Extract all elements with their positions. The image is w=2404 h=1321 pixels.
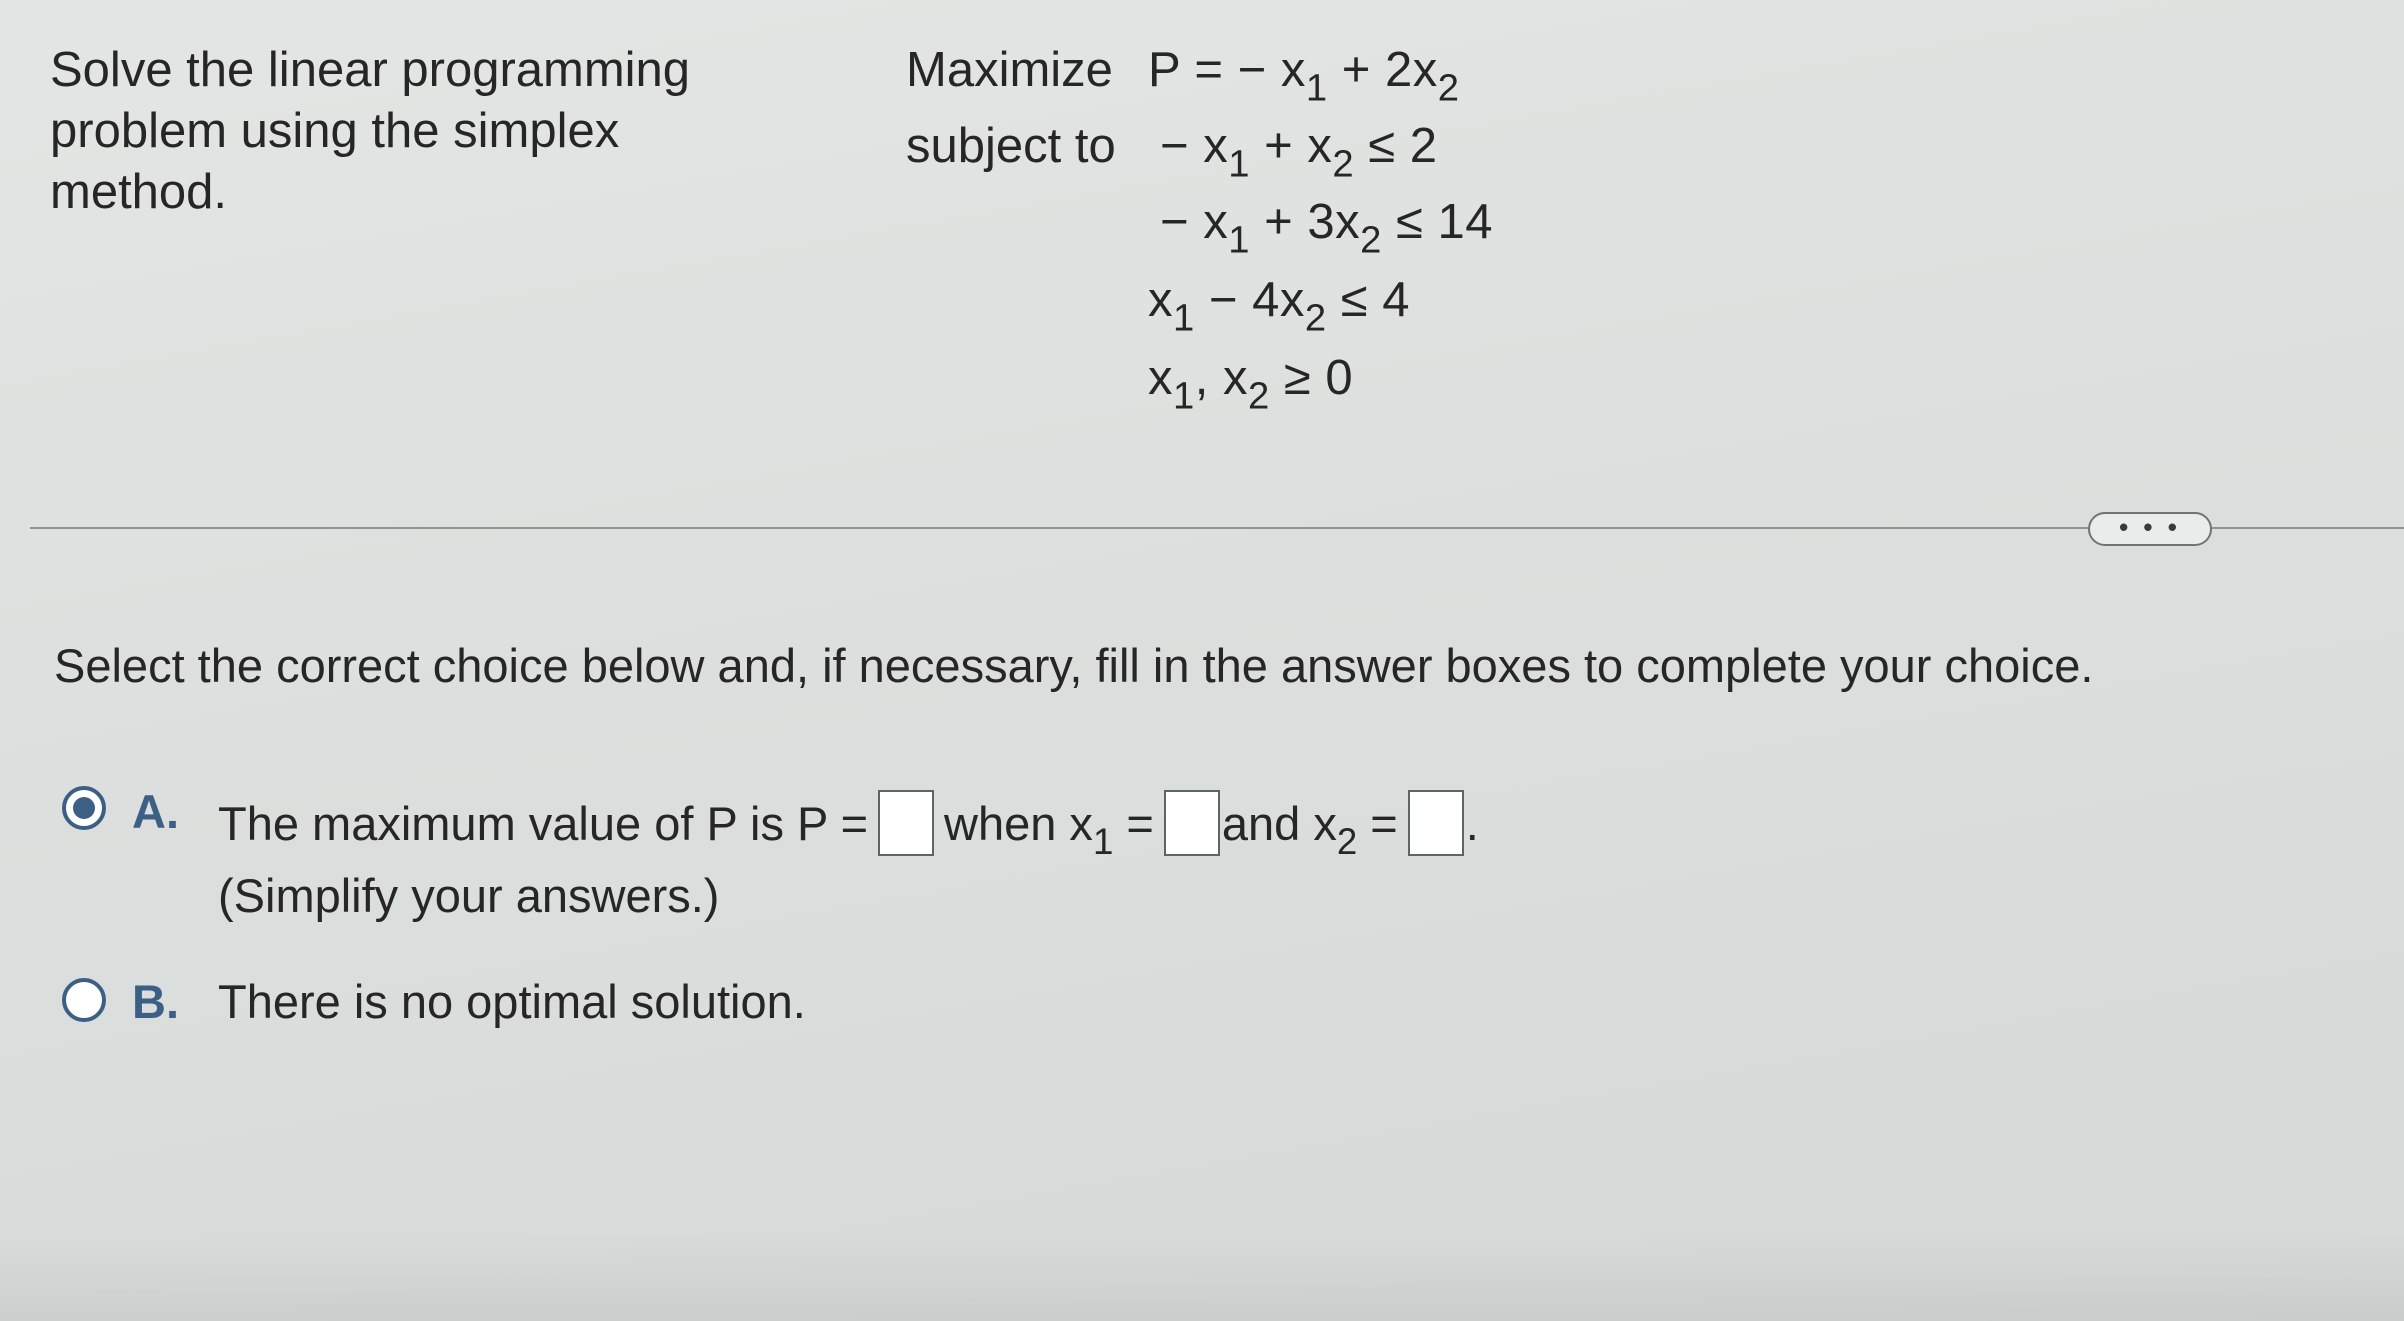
constraint-1-sub-1: 1 xyxy=(1228,142,1250,186)
constraint-4-term-a: x xyxy=(1148,351,1173,405)
constraint-2 xyxy=(1160,194,1493,262)
choice-a-text-part-3: = xyxy=(1113,797,1154,850)
constraint-1 xyxy=(1160,118,1438,186)
choice-a-text-part-4: and x xyxy=(1221,797,1337,850)
x2-answer-box[interactable] xyxy=(1408,790,1464,856)
constraint-3 xyxy=(1148,272,1411,340)
choice-b-letter: B. xyxy=(132,975,179,1028)
constraint-3-term-a: x xyxy=(1148,273,1173,327)
bottom-shade xyxy=(0,1230,2404,1321)
objective-lhs: P = − x xyxy=(1148,43,1306,97)
subject-to-label: subject to xyxy=(906,119,1116,173)
constraint-2-term-b: + 3x xyxy=(1250,195,1361,249)
choice-a-sub-x1: 1 xyxy=(1092,820,1114,862)
constraint-4-rhs: ≥ 0 xyxy=(1269,351,1354,405)
constraint-4-sub-2: 2 xyxy=(1248,374,1270,418)
nonnegativity-constraint xyxy=(1148,350,1354,418)
section-divider xyxy=(30,527,2404,529)
constraint-1-sub-2: 2 xyxy=(1332,142,1355,186)
constraint-3-rhs: ≤ 4 xyxy=(1326,273,1411,327)
constraint-4-sub-1: 1 xyxy=(1173,374,1195,418)
choice-b-radio[interactable] xyxy=(62,978,106,1022)
constraint-2-rhs: ≤ 14 xyxy=(1381,195,1493,249)
choice-a-note: (Simplify your answers.) xyxy=(218,869,720,922)
constraint-4-term-b: , x xyxy=(1194,351,1248,405)
constraint-3-sub-2: 2 xyxy=(1304,296,1327,340)
objective-function xyxy=(1148,42,1460,110)
choice-a-text-part-6: . xyxy=(1465,797,1479,850)
constraint-1-term-a: − x xyxy=(1160,119,1229,173)
choice-a-letter: A. xyxy=(132,785,179,838)
choice-b-text: There is no optimal solution. xyxy=(218,975,806,1028)
constraint-3-sub-1: 1 xyxy=(1173,296,1195,340)
choice-a-text-part-2: when x xyxy=(944,797,1093,850)
choice-a-text-part-1: The maximum value of P is P = xyxy=(218,797,869,850)
constraint-2-sub-2: 2 xyxy=(1360,218,1382,262)
radio-selected-dot xyxy=(73,797,95,819)
constraint-1-term-b: + x xyxy=(1250,119,1333,173)
more-options-button[interactable]: • • • xyxy=(2088,512,2212,546)
max-p-answer-box[interactable] xyxy=(878,790,934,856)
problem-prompt: Solve the linear programming problem using the simplex method. xyxy=(50,43,691,219)
x1-answer-box[interactable] xyxy=(1164,790,1220,856)
choice-a-text-part-5: = xyxy=(1357,797,1398,850)
constraint-1-rhs: ≤ 2 xyxy=(1354,119,1438,173)
choice-a-radio[interactable] xyxy=(62,786,106,830)
instruction-text: Select the correct choice below and, if necessary, fill in the answer boxes to complete your choice. xyxy=(54,639,2094,692)
constraint-2-term-a: − x xyxy=(1160,195,1229,249)
choice-a-text xyxy=(218,790,1479,862)
constraint-3-term-b: − 4x xyxy=(1194,273,1305,327)
maximize-label: Maximize xyxy=(906,43,1113,97)
constraint-2-sub-1: 1 xyxy=(1228,218,1250,262)
choice-a-sub-x2: 2 xyxy=(1336,820,1358,862)
objective-sub-1: 1 xyxy=(1305,66,1328,110)
objective-mid: + 2x xyxy=(1327,43,1438,97)
objective-sub-2: 2 xyxy=(1437,66,1460,110)
